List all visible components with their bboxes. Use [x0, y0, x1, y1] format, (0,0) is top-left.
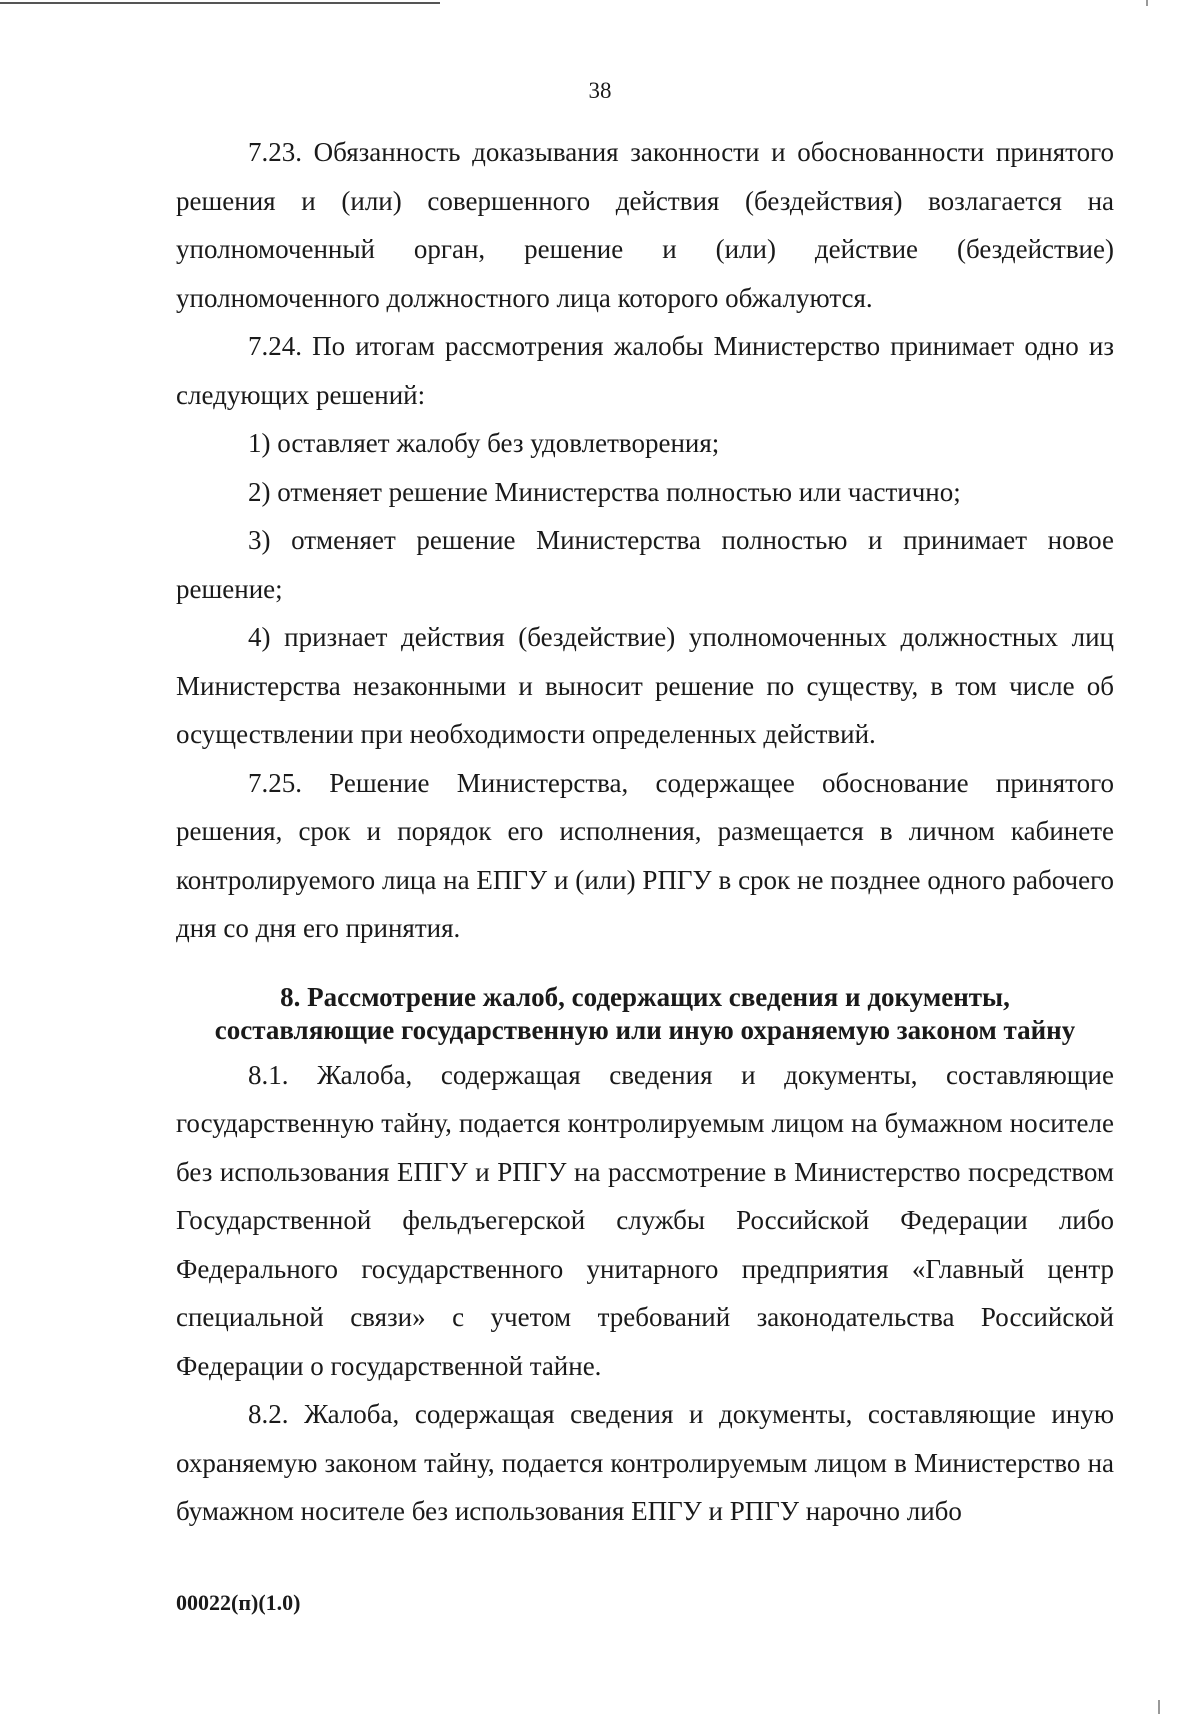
list-item-3: 3) отменяет решение Министерства полностью и принимает новое решение;	[176, 525, 1114, 604]
paragraph-8-1: 8.1. Жалоба, содержащая сведения и документы, составляющие государственную тайну, подается контролируемым лицом на бумажном носителе без использования ЕПГУ и РПГУ на рассмотрение в Министерство посредством Государственной фельдъегерской службы Российской Федерации либо Федерального государственного унитарного предприятия «Главный центр специальной связи» с учетом требований законодательства Российской Федерации о государственной тайне.	[176, 1059, 1114, 1381]
document-body	[176, 128, 1114, 1536]
list-item-1: 1) оставляет жалобу без удовлетворения;	[248, 428, 720, 458]
section-heading-line-2: составляющие государственную или иную охраняемую законом тайну	[214, 1014, 1076, 1045]
scan-mark	[1146, 0, 1148, 6]
document-code: 00022(п)(1.0)	[176, 1590, 301, 1615]
page-number: 38	[588, 78, 612, 103]
section-8-heading	[176, 981, 1114, 1047]
paragraph-7-25: 7.25. Решение Министерства, содержащее обоснование принятого решения, срок и порядок его исполнения, размещается в личном кабинете контролируемого лица на ЕПГУ и (или) РПГУ в срок не позднее одного рабочего дня со дня его принятия.	[176, 767, 1114, 943]
scan-edge-line	[0, 2, 440, 4]
section-heading-line-1: 8. Рассмотрение жалоб, содержащих сведения и документы,	[280, 981, 1010, 1012]
list-item-2: 2) отменяет решение Министерства полностью или частично;	[248, 476, 961, 507]
list-item-4: 4) признает действия (бездействие) уполномоченных должностных лиц Министерства незаконными и выносит решение по существу, в том числе об осуществлении при необходимости определенных действий.	[176, 622, 1114, 749]
paragraph-7-23: 7.23. Обязанность доказывания законности и обоснованности принятого решения и (или) совершенного действия (бездействия) возлагается на уполномоченный орган, решение и (или) действие (бездействие) уполномоченного должностного лица которого обжалуются.	[176, 137, 1114, 313]
paragraph-7-24: 7.24. По итогам рассмотрения жалобы Министерство принимает одно из следующих решений:	[176, 331, 1114, 410]
paragraph-8-2: 8.2. Жалоба, содержащая сведения и документы, составляющие иную охраняемую законом тайну, подается контролируемым лицом в Министерство на бумажном носителе без использования ЕПГУ и РПГУ нарочно либо	[176, 1399, 1114, 1526]
scan-mark	[1158, 1700, 1160, 1714]
